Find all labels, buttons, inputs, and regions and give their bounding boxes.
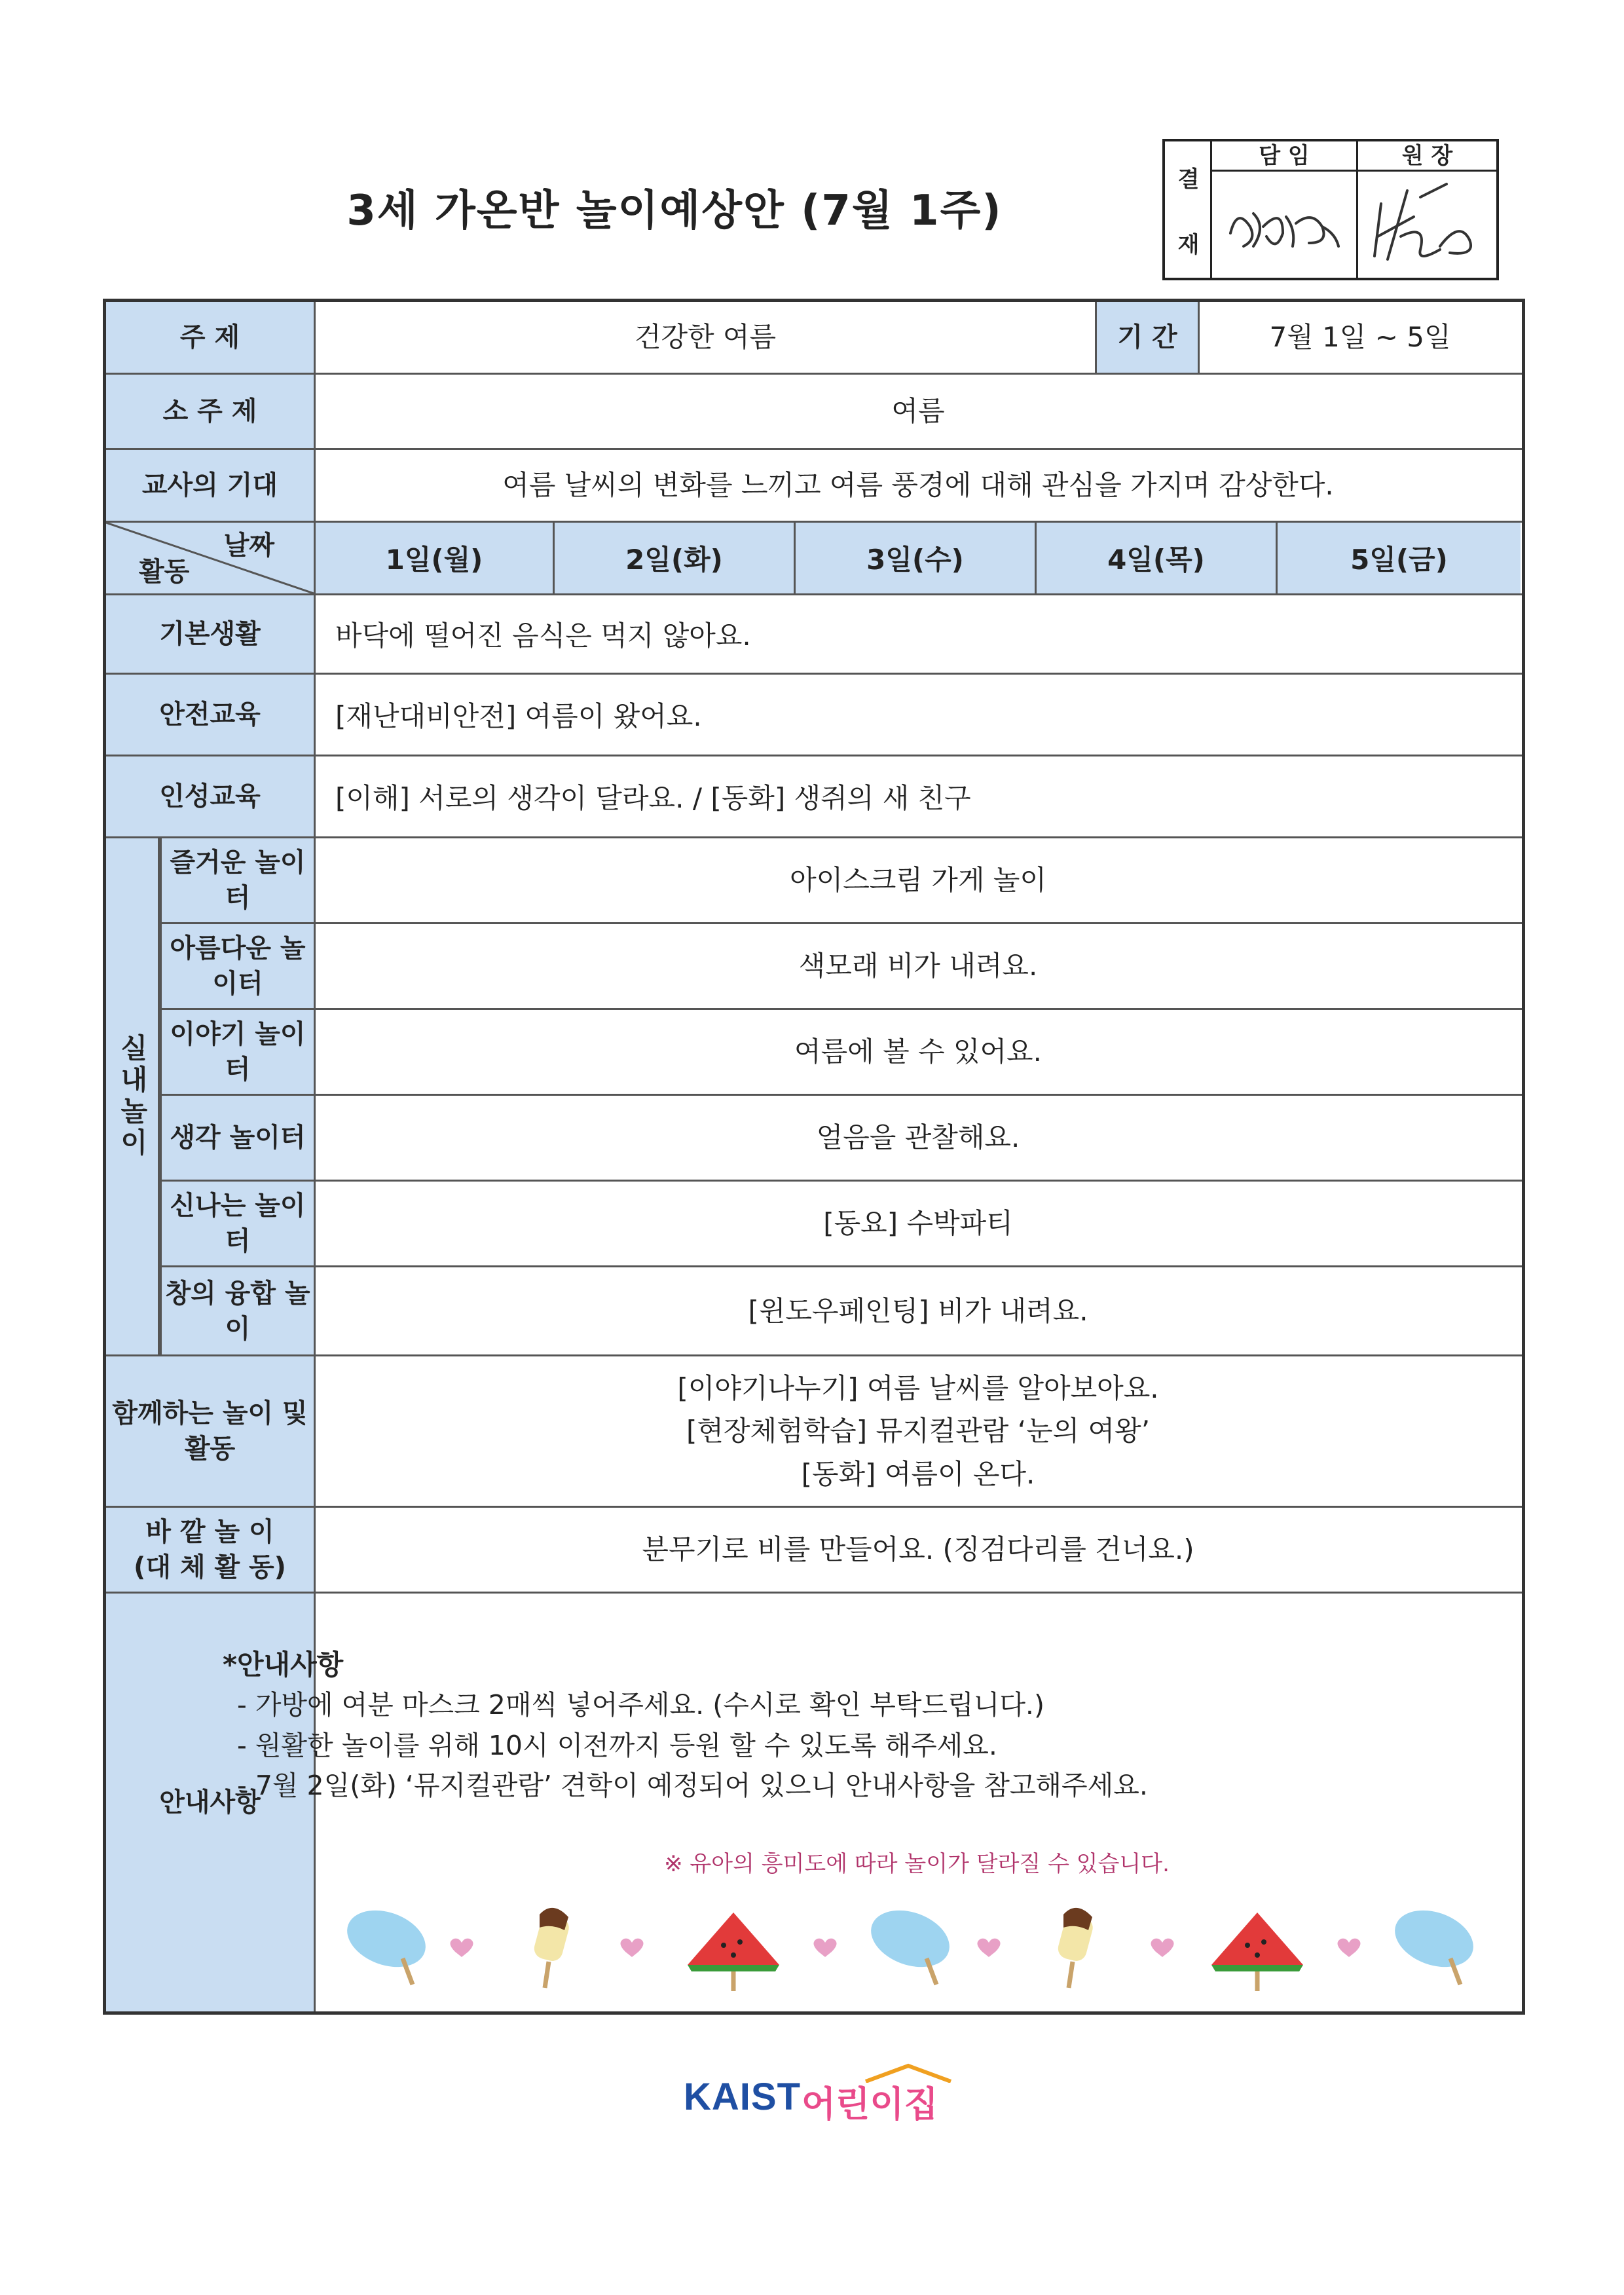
outdoor-label bbox=[106, 1508, 316, 1592]
basic-life-label: 기본생활 bbox=[106, 595, 316, 673]
corner-activity-label: 활동 bbox=[139, 557, 190, 587]
indoor-group-label bbox=[106, 838, 160, 1354]
heart-icon bbox=[450, 1939, 473, 1957]
approval-side-label bbox=[1165, 141, 1212, 278]
notice-item-2: - 원활한 놀이를 위해 10시 이전까지 등원 할 수 있도록 해주세요. bbox=[237, 1729, 997, 1761]
heart-icon bbox=[1151, 1939, 1173, 1957]
approval-side-top: 결 bbox=[1177, 166, 1200, 193]
notice-content bbox=[223, 1644, 1454, 1806]
indoor-label-1: 즐거운 놀이터 bbox=[160, 838, 316, 922]
days-corner bbox=[106, 523, 316, 593]
subtheme-value: 여름 bbox=[891, 395, 945, 428]
indoor-label-3: 이야기 놀이터 bbox=[160, 1010, 316, 1094]
approval-side-bottom: 재 bbox=[1177, 232, 1200, 258]
page-title: 3세 가온반 놀이예상안 (7월 1주) bbox=[346, 187, 1003, 235]
popsicle-blue-icon bbox=[1387, 1903, 1481, 1985]
indoor-value-6: [윈도우페인팅] 비가 내려요. bbox=[748, 1294, 1088, 1327]
basic-life-value: 바닥에 떨어진 음식은 먹지 않아요. bbox=[335, 620, 751, 652]
character-value: [이해] 서로의 생각이 달라요. / [동화] 생쥐의 새 친구 bbox=[335, 782, 971, 814]
safety-value: [재난대비안전] 여름이 왔어요. bbox=[335, 700, 702, 732]
indoor-value-3: 여름에 볼 수 있어요. bbox=[794, 1036, 1042, 1068]
approval-teacher-header: 담 임 bbox=[1212, 141, 1356, 172]
day-header-3: 3일(수) bbox=[796, 523, 1037, 593]
outdoor-value: 분무기로 비를 만들어요. (징검다리를 건너요.) bbox=[642, 1533, 1194, 1566]
day-header-4: 4일(목) bbox=[1037, 523, 1278, 593]
expectation-label: 교사의 기대 bbox=[106, 450, 316, 521]
character-label: 인성교육 bbox=[106, 756, 316, 836]
corner-diagonal bbox=[106, 523, 314, 593]
indoor-value-1: 아이스크림 가게 놀이 bbox=[790, 864, 1046, 897]
theme-label: 주 제 bbox=[106, 302, 316, 373]
together-line-3: [동화] 여름이 온다. bbox=[801, 1457, 1035, 1490]
row-divider bbox=[106, 1592, 1522, 1594]
heart-icon bbox=[813, 1939, 836, 1957]
day-header-1: 1일(월) bbox=[316, 523, 555, 593]
kaist-kindergarten-logo bbox=[684, 2063, 959, 2125]
popsicle-blue-icon bbox=[347, 1903, 434, 1985]
indoor-value-5: [동요] 수박파티 bbox=[823, 1207, 1013, 1240]
indoor-label-4: 생각 놀이터 bbox=[160, 1096, 316, 1180]
watermelon-icon bbox=[1211, 1912, 1303, 1991]
chocolate-ice-cream-icon bbox=[532, 1908, 571, 1988]
heart-icon bbox=[1337, 1939, 1360, 1957]
indoor-label-2: 아름다운 놀이터 bbox=[160, 924, 316, 1008]
together-values bbox=[316, 1356, 1521, 1506]
subtheme-label: 소 주 제 bbox=[106, 375, 316, 448]
notice-item-1: - 가방에 여분 마스크 2매씩 넣어주세요. (수시로 확인 부탁드립니다.) bbox=[237, 1689, 1044, 1721]
watermelon-icon bbox=[688, 1912, 779, 1991]
expectation-value: 여름 날씨의 변화를 느끼고 여름 풍경에 대해 관심을 가지며 감상한다. bbox=[502, 469, 1334, 502]
together-label: 함께하는 놀이 및 활동 bbox=[106, 1356, 316, 1506]
period-value: 7월 1일 ~ 5일 bbox=[1269, 321, 1451, 354]
day-header-2: 2일(화) bbox=[555, 523, 796, 593]
together-line-1: [이야기나누기] 여름 날씨를 알아보아요. bbox=[677, 1372, 1159, 1405]
indoor-label-6: 창의 융합 놀이 bbox=[160, 1267, 316, 1354]
approval-divider bbox=[1356, 141, 1358, 278]
director-signature bbox=[1361, 177, 1492, 269]
together-line-2: [현장체험학습] 뮤지컬관람 ‘눈의 여왕’ bbox=[686, 1415, 1151, 1447]
outdoor-label-top: 바 깥 놀 이 bbox=[145, 1517, 274, 1547]
indoor-group-text: 실내놀이 bbox=[116, 1034, 149, 1159]
period-label: 기 간 bbox=[1095, 302, 1200, 373]
heart-icon bbox=[977, 1939, 1000, 1957]
indoor-value-4: 얼음을 관찰해요. bbox=[816, 1121, 1020, 1154]
summer-decoration bbox=[347, 1903, 1500, 1994]
theme-value: 건강한 여름 bbox=[634, 321, 777, 354]
outdoor-label-bottom: (대 체 활 동) bbox=[134, 1552, 286, 1582]
indoor-label-5: 신나는 놀이터 bbox=[160, 1182, 316, 1265]
notice-label: 안내사항 bbox=[106, 1594, 316, 2011]
approval-director-header: 원 장 bbox=[1358, 141, 1496, 172]
logo-kaist-text: KAIST bbox=[684, 2076, 801, 2118]
heart-icon bbox=[620, 1939, 643, 1957]
indoor-value-2: 색모래 비가 내려요. bbox=[798, 950, 1038, 982]
popsicle-blue-icon bbox=[863, 1903, 957, 1985]
approval-box bbox=[1162, 139, 1499, 280]
chocolate-ice-cream-icon bbox=[1056, 1908, 1095, 1988]
safety-label: 안전교육 bbox=[106, 675, 316, 755]
notice-item-3: - 7월 2일(화) ‘뮤지컬관람’ 견학이 예정되어 있으니 안내사항을 참고해주세요. bbox=[237, 1770, 1148, 1801]
caution-note: ※ 유아의 흥미도에 따라 놀이가 달라질 수 있습니다. bbox=[664, 1851, 1170, 1877]
corner-date-label: 날짜 bbox=[223, 531, 274, 561]
day-header-5: 5일(금) bbox=[1278, 523, 1521, 593]
notice-heading: *안내사항 bbox=[223, 1649, 344, 1681]
teacher-signature bbox=[1224, 187, 1348, 266]
logo-name-text: 어린이집 bbox=[802, 2083, 938, 2125]
